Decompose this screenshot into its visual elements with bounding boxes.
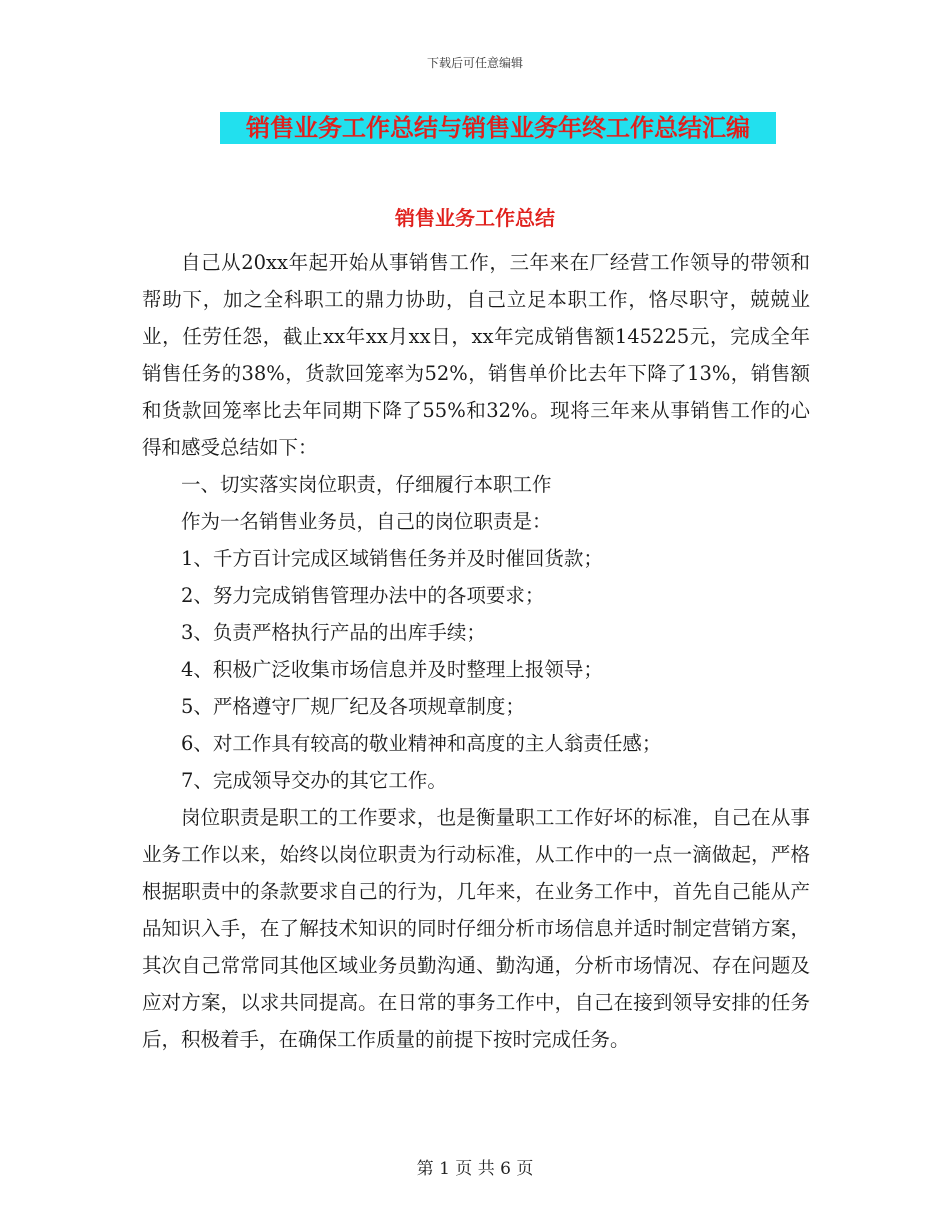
header-note: 下载后可任意编辑 — [426, 56, 523, 70]
document-body — [142, 244, 810, 1058]
main-title: 销售业务工作总结与销售业务年终工作总结汇编 — [220, 112, 776, 144]
list-item: 1、千方百计完成区域销售任务并及时催回货款； — [181, 547, 603, 570]
section-title: 销售业务工作总结 — [395, 206, 555, 230]
list-item: 6、对工作具有较高的敬业精神和高度的主人翁责任感； — [181, 732, 662, 755]
list-item: 3、负责严格执行产品的出库手续； — [181, 621, 486, 644]
list-item: 4、积极广泛收集市场信息并及时整理上报领导； — [181, 658, 603, 681]
page-footer: 第 1 页 共 6 页 — [416, 1159, 534, 1179]
list-item: 7、完成领导交办的其它工作。 — [181, 769, 447, 792]
section-heading: 一、切实落实岗位职责，仔细履行本职工作 — [181, 473, 552, 496]
list-item: 2、努力完成销售管理办法中的各项要求； — [181, 584, 545, 607]
body-paragraph: 作为一名销售业务员，自己的岗位职责是： — [181, 510, 552, 533]
body-paragraph: 岗位职责是职工的工作要求，也是衡量职工工作好坏的标准，自己在从事业务工作以来，始终以岗位职责为行动标准，从工作中的一点一滴做起，严格根据职责中的条款要求自己的行为，几年来，在业务工作中，首先自己能从产品知识入手，在了解技术知识的同时仔细分析市场信息并适时制定营销方案，其次自己常常同其他区域业务员勤沟通、勤沟通，分析市场情况、存在问题及应对方案，以求共同提高。在日常的事务工作中，自己在接到领导安排的任务后，积极着手，在确保工作质量的前提下按时完成任务。 — [142, 806, 810, 1051]
body-paragraph: 自己从20xx年起开始从事销售工作，三年来在厂经营工作领导的带领和帮助下，加之全科职工的鼎力协助，自己立足本职工作，恪尽职守，兢兢业业，任劳任怨，截止xx年xx月xx日，xx年完成销售额145225元，完成全年销售任务的38%，货款回笼率为52%，销售单价比去年下降了13%，销售额和货款回笼率比去年同期下降了55%和32%。现将三年来从事销售工作的心得和感受总结如下： — [142, 251, 810, 459]
list-item: 5、严格遵守厂规厂纪及各项规章制度； — [181, 695, 525, 718]
